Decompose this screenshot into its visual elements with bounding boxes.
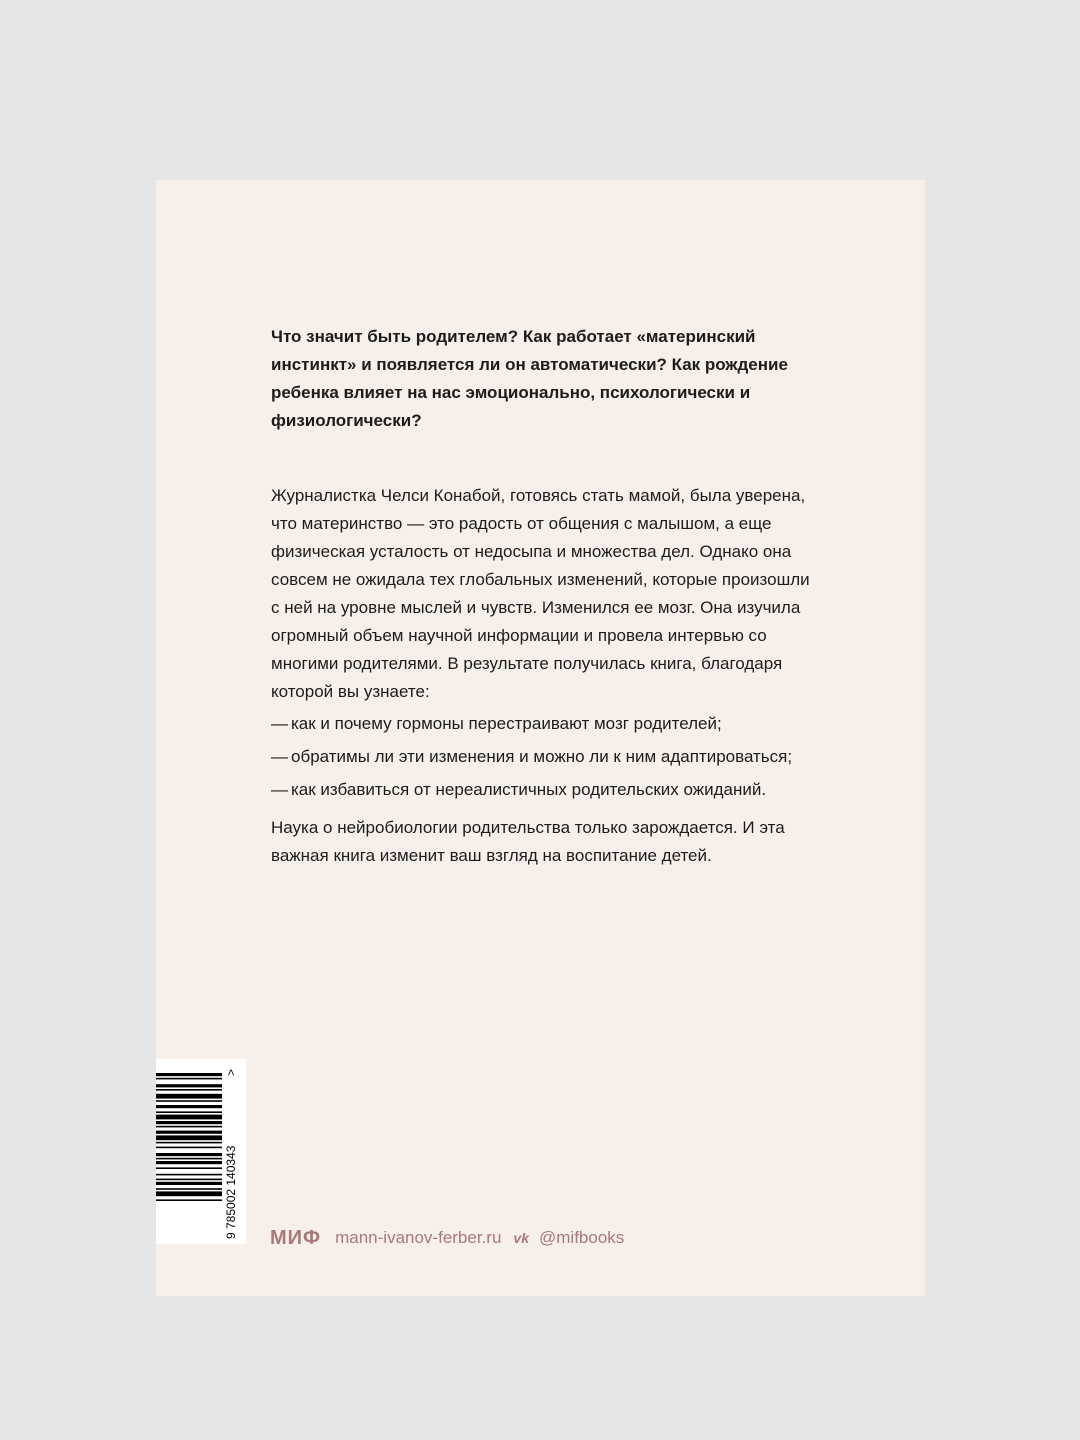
isbn-digits: 9 785002 140343 bbox=[224, 1145, 238, 1239]
vk-icon[interactable]: vk bbox=[513, 1230, 529, 1246]
barcode-bar bbox=[156, 1199, 222, 1201]
barcode-bar bbox=[156, 1167, 222, 1169]
closing-paragraph: Наука о нейробиологии родительства только зарождается. И эта важная книга изменит ваш взгляд на воспитание детей. bbox=[271, 818, 785, 865]
list-item: — обратимы ли эти изменения и можно ли к ним адаптироваться; bbox=[271, 747, 793, 766]
list-item: — как и почему гормоны перестраивают мозг родителей; bbox=[271, 714, 722, 733]
barcode-bar bbox=[156, 1161, 222, 1164]
barcode-bar bbox=[156, 1142, 222, 1144]
barcode-bar bbox=[156, 1153, 222, 1156]
barcode-bar bbox=[156, 1191, 222, 1196]
barcode-bar bbox=[156, 1182, 222, 1185]
barcode-bar bbox=[156, 1100, 222, 1102]
list-item: — как избавиться от нереалистичных родительских ожиданий. bbox=[271, 780, 767, 799]
barcode-bar bbox=[156, 1089, 222, 1091]
bullet-list bbox=[271, 710, 811, 804]
website-link[interactable]: mann-ivanov-ferber.ru bbox=[335, 1228, 502, 1247]
barcode-bar bbox=[156, 1094, 222, 1099]
book-back-cover bbox=[156, 180, 925, 1296]
body-paragraph: Журналистка Челси Конабой, готовясь стать мамой, была уверена, что материнство — это радость от общения с малышом, а еще физическая усталость от недосыпа и множества дел. Однако она совсем не ожидала тех глобальных изменений, которые произошли с ней на уровне мыслей и чувств. Изменился ее мозг. Она изучила огромный объем научной информации и провела интервью со многими родителями. В результате получилась книга, благодаря которой вы узнаете: bbox=[271, 486, 810, 701]
barcode-bar bbox=[156, 1078, 222, 1080]
barcode-bar bbox=[156, 1135, 222, 1140]
lead-paragraph: Что значит быть родителем? Как работает «материнский инстинкт» и появляется ли он автоматически? Как рождение ребенка влияет на нас эмоционально, психологически и физиологически? bbox=[271, 327, 788, 430]
barcode-bar bbox=[156, 1188, 222, 1190]
barcode-end-marker: > bbox=[224, 1069, 238, 1077]
barcode-bar bbox=[156, 1158, 222, 1160]
barcode-bar bbox=[156, 1115, 222, 1120]
publisher-logo: МИФ bbox=[270, 1226, 322, 1249]
barcode-bar bbox=[156, 1084, 222, 1087]
barcode-bar bbox=[156, 1131, 222, 1134]
social-handle[interactable]: @mifbooks bbox=[539, 1228, 625, 1247]
barcode-bar bbox=[156, 1179, 222, 1181]
barcode-bar bbox=[156, 1111, 222, 1113]
barcode-bar bbox=[156, 1147, 222, 1149]
publisher-footer bbox=[270, 1223, 624, 1253]
cover-text bbox=[271, 323, 811, 870]
barcode bbox=[156, 1059, 246, 1244]
barcode-bar bbox=[156, 1105, 222, 1108]
barcode-bar bbox=[156, 1121, 222, 1124]
barcode-graphic bbox=[156, 1059, 246, 1244]
barcode-bar bbox=[156, 1073, 222, 1076]
barcode-bar bbox=[156, 1126, 222, 1128]
barcode-bar bbox=[156, 1174, 222, 1176]
